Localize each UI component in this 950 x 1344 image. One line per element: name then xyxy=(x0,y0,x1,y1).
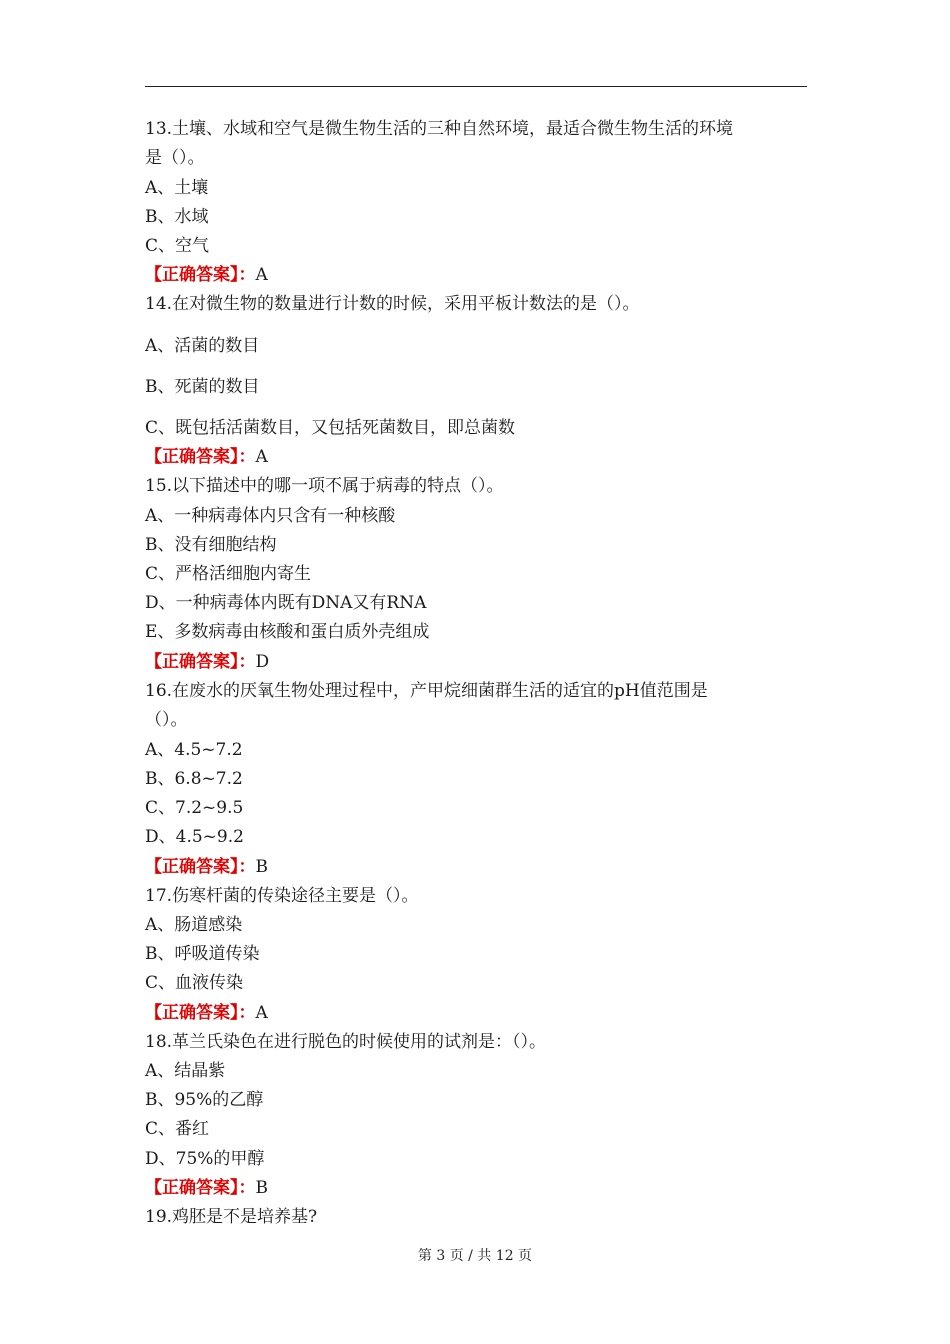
question-17-option-c: C、血液传染 xyxy=(145,973,244,993)
question-14-answer xyxy=(145,445,825,469)
question-15-option-b: B、没有细胞结构 xyxy=(145,535,277,555)
question-15-stem: 15.以下描述中的哪一项不属于病毒的特点（）。 xyxy=(145,476,504,496)
answer-label: 【正确答案】： xyxy=(145,1178,256,1198)
answer-label: 【正确答案】： xyxy=(145,857,256,877)
question-18-stem: 18.革兰氏染色在进行脱色的时候使用的试剂是：（）。 xyxy=(145,1032,547,1052)
question-14-option-c: C、既包括活菌数目，又包括死菌数目，即总菌数 xyxy=(145,418,516,438)
question-17-answer xyxy=(145,1001,825,1025)
question-16-option-b: B、6.8~7.2 xyxy=(145,769,243,789)
question-18-option-d: D、75%的甲醇 xyxy=(145,1149,265,1169)
question-13-option-a: A、土壤 xyxy=(145,178,209,198)
question-13-answer xyxy=(145,263,825,287)
question-18-answer xyxy=(145,1176,825,1200)
answer-label: 【正确答案】： xyxy=(145,652,256,672)
header-rule xyxy=(145,86,807,87)
question-13-option-c: C、空气 xyxy=(145,236,210,256)
question-15-option-d: D、一种病毒体内既有DNA又有RNA xyxy=(145,593,427,613)
question-17-option-b: B、呼吸道传染 xyxy=(145,944,260,964)
question-18-option-b: B、95%的乙醇 xyxy=(145,1090,264,1110)
answer-label: 【正确答案】： xyxy=(145,447,256,467)
answer-label: 【正确答案】： xyxy=(145,1003,256,1023)
question-17-option-a: A、肠道感染 xyxy=(145,915,243,935)
question-18-option-a: A、结晶紫 xyxy=(145,1061,226,1081)
question-13-option-b: B、水域 xyxy=(145,207,209,227)
question-13-stem-line-1: 13.土壤、水域和空气是微生物生活的三种自然环境，最适合微生物生活的环境 xyxy=(145,119,734,139)
question-17-stem: 17.伤寒杆菌的传染途径主要是（）。 xyxy=(145,886,419,906)
question-16-option-a: A、4.5~7.2 xyxy=(145,740,243,760)
answer-value: D xyxy=(255,652,270,672)
answer-value: A xyxy=(255,447,268,467)
question-18-option-c: C、番红 xyxy=(145,1119,210,1139)
question-15-answer xyxy=(145,650,825,674)
answer-value: B xyxy=(255,857,268,877)
question-16-answer xyxy=(145,855,825,879)
question-16-stem-line-2: （）。 xyxy=(145,710,188,730)
question-16-option-d: D、4.5~9.2 xyxy=(145,827,244,847)
question-14-option-b: B、死菌的数目 xyxy=(145,377,260,397)
question-16-stem-line-1: 16.在废水的厌氧生物处理过程中，产甲烷细菌群生活的适宜的pH值范围是 xyxy=(145,681,708,701)
answer-label: 【正确答案】： xyxy=(145,265,256,285)
question-19-stem: 19.鸡胚是不是培养基? xyxy=(145,1207,318,1227)
question-14-stem: 14.在对微生物的数量进行计数的时候，采用平板计数法的是（）。 xyxy=(145,294,640,314)
answer-value: A xyxy=(255,265,268,285)
answer-value: B xyxy=(255,1178,268,1198)
question-15-option-a: A、一种病毒体内只含有一种核酸 xyxy=(145,506,396,526)
page-footer: 第 3 页 / 共 12 页 xyxy=(417,1248,533,1264)
answer-value: A xyxy=(255,1003,268,1023)
question-16-option-c: C、7.2~9.5 xyxy=(145,798,244,818)
question-15-option-e: E、多数病毒由核酸和蛋白质外壳组成 xyxy=(145,622,430,642)
question-15-option-c: C、严格活细胞内寄生 xyxy=(145,564,312,584)
question-14-option-a: A、活菌的数目 xyxy=(145,336,260,356)
question-13-stem-line-2: 是（）。 xyxy=(145,148,205,168)
